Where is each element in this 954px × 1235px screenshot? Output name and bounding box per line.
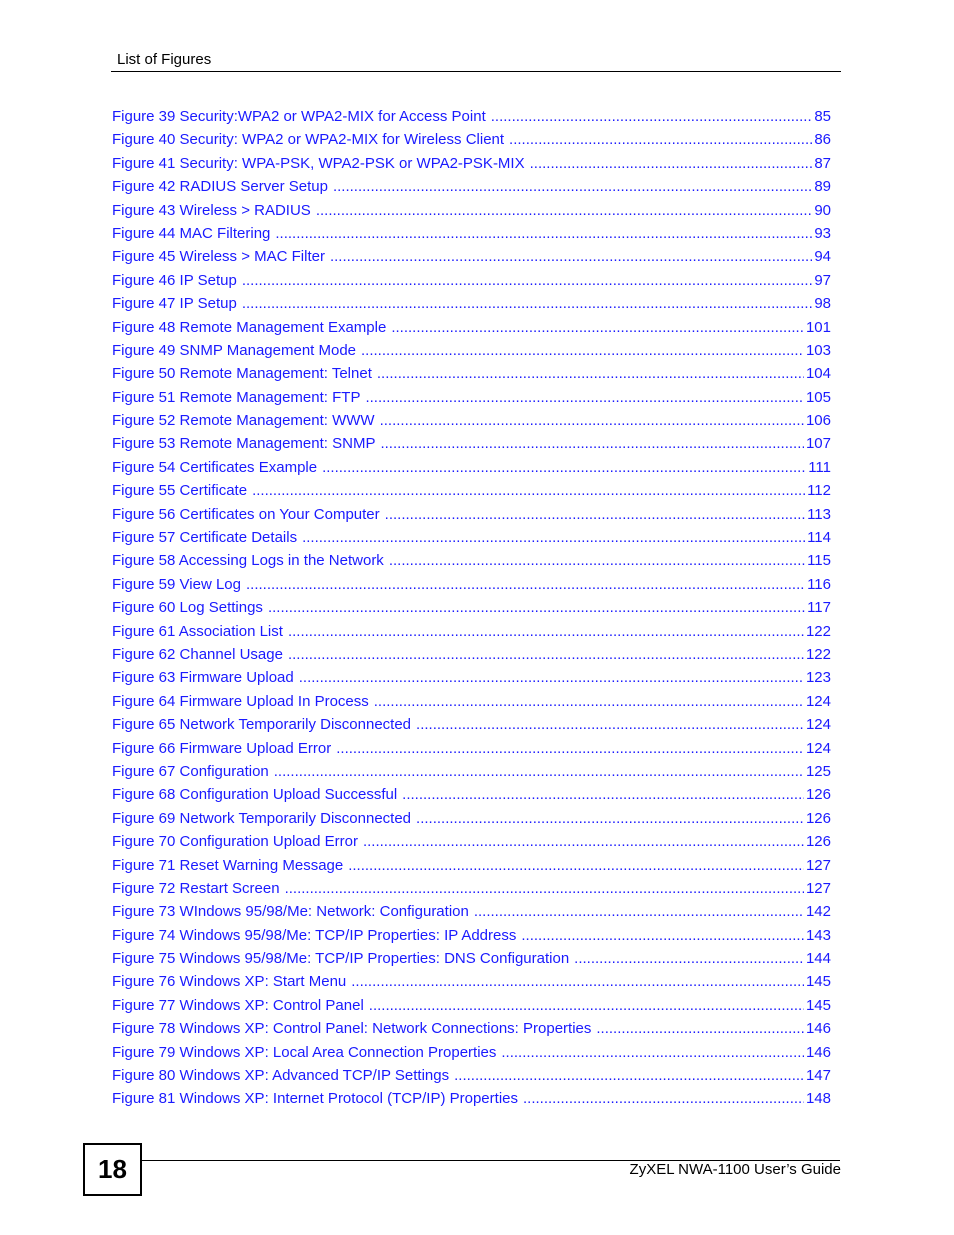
dot-leader bbox=[302, 526, 805, 549]
toc-entry-page: 126 bbox=[805, 809, 831, 827]
toc-entry-page: 105 bbox=[805, 388, 831, 406]
dot-leader bbox=[596, 1017, 804, 1040]
toc-entry-page: 106 bbox=[805, 412, 831, 430]
toc-entry-page: 146 bbox=[805, 1043, 831, 1061]
dot-leader bbox=[275, 222, 812, 245]
toc-entry-page: 97 bbox=[814, 271, 831, 289]
dot-leader bbox=[380, 432, 804, 455]
toc-entry-label: Figure 51 Remote Management: FTP bbox=[112, 388, 361, 406]
toc-entry-link[interactable] bbox=[112, 830, 831, 853]
toc-entry-page: 87 bbox=[814, 154, 831, 172]
toc-entry-page: 147 bbox=[805, 1067, 831, 1085]
toc-entry-label: Figure 74 Windows 95/98/Me: TCP/IP Properties: IP Address bbox=[112, 926, 517, 944]
toc-entry-page: 126 bbox=[805, 786, 831, 804]
toc-entry-page: 146 bbox=[805, 1020, 831, 1038]
toc-entry-link[interactable] bbox=[112, 269, 831, 292]
toc-entry-link[interactable] bbox=[112, 970, 831, 993]
toc-entry-page: 86 bbox=[814, 131, 831, 149]
toc-entry-link[interactable] bbox=[112, 620, 831, 643]
toc-entry-label: Figure 70 Configuration Upload Error bbox=[112, 833, 358, 851]
toc-entry-page: 126 bbox=[805, 833, 831, 851]
toc-entry-link[interactable] bbox=[112, 316, 831, 339]
toc-entry-link[interactable] bbox=[112, 1064, 831, 1087]
toc-entry-label: Figure 47 IP Setup bbox=[112, 295, 237, 313]
toc-entry-label: Figure 55 Certificate bbox=[112, 482, 248, 500]
toc-entry-link[interactable] bbox=[112, 573, 831, 596]
toc-entry-label: Figure 75 Windows 95/98/Me: TCP/IP Properties: DNS Configuration bbox=[112, 950, 570, 968]
dot-leader bbox=[365, 386, 804, 409]
toc-entry-label: Figure 76 Windows XP: Start Menu bbox=[112, 973, 347, 991]
dot-leader bbox=[523, 1087, 804, 1110]
dot-leader bbox=[389, 549, 805, 572]
toc-entry-page: 104 bbox=[805, 365, 831, 383]
toc-entry-label: Figure 78 Windows XP: Control Panel: Network Connections: Properties bbox=[112, 1020, 592, 1038]
toc-entry-page: 148 bbox=[805, 1090, 831, 1108]
toc-entry-label: Figure 63 Firmware Upload bbox=[112, 669, 294, 687]
dot-leader bbox=[351, 970, 804, 993]
toc-entry-label: Figure 45 Wireless > MAC Filter bbox=[112, 248, 325, 266]
dot-leader bbox=[274, 760, 804, 783]
toc-entry-page: 145 bbox=[805, 996, 831, 1014]
dot-leader bbox=[377, 362, 804, 385]
toc-entry-page: 89 bbox=[814, 178, 831, 196]
toc-entry-link[interactable] bbox=[112, 924, 831, 947]
toc-entry-page: 107 bbox=[805, 435, 831, 453]
dot-leader bbox=[391, 316, 804, 339]
toc-entry-page: 143 bbox=[805, 926, 831, 944]
toc-entry-label: Figure 54 Certificates Example bbox=[112, 458, 318, 476]
toc-entry-label: Figure 71 Reset Warning Message bbox=[112, 856, 344, 874]
dot-leader bbox=[268, 596, 805, 619]
toc-entry-page: 90 bbox=[814, 201, 831, 219]
toc-entry-page: 114 bbox=[807, 529, 831, 547]
toc-entry-link[interactable] bbox=[112, 900, 831, 923]
toc-entry-page: 116 bbox=[807, 575, 831, 593]
toc-entry-page: 101 bbox=[805, 318, 831, 336]
toc-entry-label: Figure 53 Remote Management: SNMP bbox=[112, 435, 376, 453]
toc-entry-link[interactable] bbox=[112, 199, 831, 222]
toc-entry-label: Figure 79 Windows XP: Local Area Connection Properties bbox=[112, 1043, 497, 1061]
toc-entry-link[interactable] bbox=[112, 222, 831, 245]
dot-leader bbox=[491, 105, 813, 128]
header-divider bbox=[111, 71, 841, 72]
toc-entry-link[interactable] bbox=[112, 362, 831, 385]
dot-leader bbox=[299, 666, 804, 689]
running-header-title: List of Figures bbox=[117, 51, 212, 68]
toc-entry-page: 103 bbox=[805, 341, 831, 359]
toc-entry-page: 113 bbox=[807, 505, 831, 523]
toc-entry-link[interactable] bbox=[112, 690, 831, 713]
toc-entry-page: 112 bbox=[807, 482, 831, 500]
toc-entry-label: Figure 57 Certificate Details bbox=[112, 529, 298, 547]
dot-leader bbox=[385, 503, 805, 526]
toc-entry-label: Figure 68 Configuration Upload Successful bbox=[112, 786, 398, 804]
toc-entry-page: 122 bbox=[805, 622, 831, 640]
dot-leader bbox=[336, 737, 804, 760]
toc-entry-label: Figure 41 Security: WPA-PSK, WPA2-PSK or WPA2-PSK-MIX bbox=[112, 154, 525, 172]
toc-entry-label: Figure 81 Windows XP: Internet Protocol (TCP/IP) Properties bbox=[112, 1090, 518, 1108]
toc-entry-label: Figure 40 Security: WPA2 or WPA2-MIX for Wireless Client bbox=[112, 131, 505, 149]
toc-entry-label: Figure 72 Restart Screen bbox=[112, 879, 280, 897]
toc-entry-label: Figure 50 Remote Management: Telnet bbox=[112, 365, 372, 383]
dot-leader bbox=[416, 807, 804, 830]
toc-entry-page: 93 bbox=[814, 224, 831, 242]
toc-entry-page: 98 bbox=[814, 295, 831, 313]
toc-entry-link[interactable] bbox=[112, 783, 831, 806]
toc-entry-label: Figure 42 RADIUS Server Setup bbox=[112, 178, 328, 196]
dot-leader bbox=[252, 479, 805, 502]
toc-entry-page: 145 bbox=[805, 973, 831, 991]
toc-entry-link[interactable] bbox=[112, 175, 831, 198]
toc-entry-page: 127 bbox=[805, 856, 831, 874]
toc-entry-page: 85 bbox=[814, 108, 831, 125]
toc-entry-link[interactable] bbox=[112, 432, 831, 455]
toc-entry-page: 111 bbox=[808, 458, 831, 476]
toc-entry-link[interactable] bbox=[112, 105, 831, 128]
dot-leader bbox=[454, 1064, 804, 1087]
toc-entry-label: Figure 65 Network Temporarily Disconnected bbox=[112, 716, 412, 734]
toc-entry-page: 117 bbox=[807, 599, 831, 617]
toc-entry-link[interactable] bbox=[112, 713, 831, 736]
toc-entry-link[interactable] bbox=[112, 339, 831, 362]
dot-leader bbox=[380, 409, 804, 432]
toc-entry-label: Figure 43 Wireless > RADIUS bbox=[112, 201, 311, 219]
toc-entry-link[interactable] bbox=[112, 1017, 831, 1040]
dot-leader bbox=[288, 643, 804, 666]
toc-entry-page: 124 bbox=[805, 716, 831, 734]
dot-leader bbox=[369, 994, 804, 1017]
toc-entry-link[interactable] bbox=[112, 643, 831, 666]
toc-entry-label: Figure 67 Configuration bbox=[112, 762, 269, 780]
dot-leader bbox=[530, 152, 813, 175]
toc-entry-page: 122 bbox=[805, 645, 831, 663]
dot-leader bbox=[246, 573, 805, 596]
page-number: 18 bbox=[98, 1154, 127, 1184]
toc-entry-page: 125 bbox=[805, 762, 831, 780]
toc-entry-label: Figure 44 MAC Filtering bbox=[112, 224, 271, 242]
toc-entry-label: Figure 62 Channel Usage bbox=[112, 645, 283, 663]
dot-leader bbox=[501, 1041, 804, 1064]
dot-leader bbox=[348, 854, 804, 877]
toc-entry-link[interactable] bbox=[112, 128, 831, 151]
toc-entry-label: Figure 56 Certificates on Your Computer bbox=[112, 505, 380, 523]
toc-entry-link[interactable] bbox=[112, 245, 831, 268]
toc-entry-page: 124 bbox=[805, 692, 831, 710]
toc-entry-link[interactable] bbox=[112, 479, 831, 502]
toc-entry-label: Figure 66 Firmware Upload Error bbox=[112, 739, 332, 757]
dot-leader bbox=[361, 339, 804, 362]
dot-leader bbox=[330, 245, 812, 268]
toc-entry-label: Figure 58 Accessing Logs in the Network bbox=[112, 552, 384, 570]
dot-leader bbox=[288, 620, 804, 643]
toc-entry-label: Figure 39 Security:WPA2 or WPA2-MIX for Access Point bbox=[112, 108, 486, 125]
toc-entry-link[interactable] bbox=[112, 994, 831, 1017]
dot-leader bbox=[416, 713, 804, 736]
toc-entry-link[interactable] bbox=[112, 854, 831, 877]
dot-leader bbox=[509, 128, 812, 151]
dot-leader bbox=[285, 877, 804, 900]
toc-entry-link[interactable] bbox=[112, 1041, 831, 1064]
dot-leader bbox=[374, 690, 804, 713]
toc-entry-label: Figure 73 WIndows 95/98/Me: Network: Configuration bbox=[112, 903, 469, 921]
toc-entry-page: 144 bbox=[805, 950, 831, 968]
toc-entry-link[interactable] bbox=[112, 807, 831, 830]
toc-entry-label: Figure 49 SNMP Management Mode bbox=[112, 341, 357, 359]
toc-entry-label: Figure 48 Remote Management Example bbox=[112, 318, 387, 336]
toc-entry-link[interactable] bbox=[112, 877, 831, 900]
toc-entry-label: Figure 59 View Log bbox=[112, 575, 241, 593]
dot-leader bbox=[242, 292, 813, 315]
toc-entry-link[interactable] bbox=[112, 947, 831, 970]
toc-entry-page: 115 bbox=[807, 552, 831, 570]
dot-leader bbox=[242, 269, 813, 292]
dot-leader bbox=[574, 947, 804, 970]
footer-guide-title: ZyXEL NWA-1100 User’s Guide bbox=[629, 1161, 841, 1178]
dot-leader bbox=[333, 175, 812, 198]
toc-entry-label: Figure 61 Association List bbox=[112, 622, 283, 640]
dot-leader bbox=[474, 900, 804, 923]
toc-entry-link[interactable] bbox=[112, 596, 831, 619]
toc-entry-label: Figure 60 Log Settings bbox=[112, 599, 263, 617]
toc-entry-link[interactable] bbox=[112, 737, 831, 760]
toc-entry-link[interactable] bbox=[112, 409, 831, 432]
list-of-figures bbox=[112, 105, 831, 1111]
toc-entry-link[interactable] bbox=[112, 456, 831, 479]
toc-entry-link[interactable] bbox=[112, 1087, 831, 1110]
toc-entry-label: Figure 80 Windows XP: Advanced TCP/IP Settings bbox=[112, 1067, 450, 1085]
toc-entry-link[interactable] bbox=[112, 152, 831, 175]
toc-entry-link[interactable] bbox=[112, 760, 831, 783]
dot-leader bbox=[316, 199, 813, 222]
toc-entry-link[interactable] bbox=[112, 549, 831, 572]
toc-entry-page: 142 bbox=[805, 903, 831, 921]
toc-entry-page: 94 bbox=[814, 248, 831, 266]
dot-leader bbox=[521, 924, 804, 947]
toc-entry-page: 123 bbox=[805, 669, 831, 687]
toc-entry-label: Figure 64 Firmware Upload In Process bbox=[112, 692, 369, 710]
page-number-box bbox=[83, 1143, 142, 1196]
toc-entry-link[interactable] bbox=[112, 503, 831, 526]
toc-entry-label: Figure 46 IP Setup bbox=[112, 271, 237, 289]
dot-leader bbox=[322, 456, 806, 479]
dot-leader bbox=[402, 783, 804, 806]
toc-entry-label: Figure 69 Network Temporarily Disconnected bbox=[112, 809, 412, 827]
toc-entry-label: Figure 52 Remote Management: WWW bbox=[112, 412, 375, 430]
toc-entry-label: Figure 77 Windows XP: Control Panel bbox=[112, 996, 364, 1014]
toc-entry-page: 127 bbox=[805, 879, 831, 897]
toc-entry-link[interactable] bbox=[112, 666, 831, 689]
toc-entry-link[interactable] bbox=[112, 292, 831, 315]
toc-entry-page: 124 bbox=[805, 739, 831, 757]
dot-leader bbox=[363, 830, 804, 853]
toc-entry-link[interactable] bbox=[112, 386, 831, 409]
toc-entry-link[interactable] bbox=[112, 526, 831, 549]
